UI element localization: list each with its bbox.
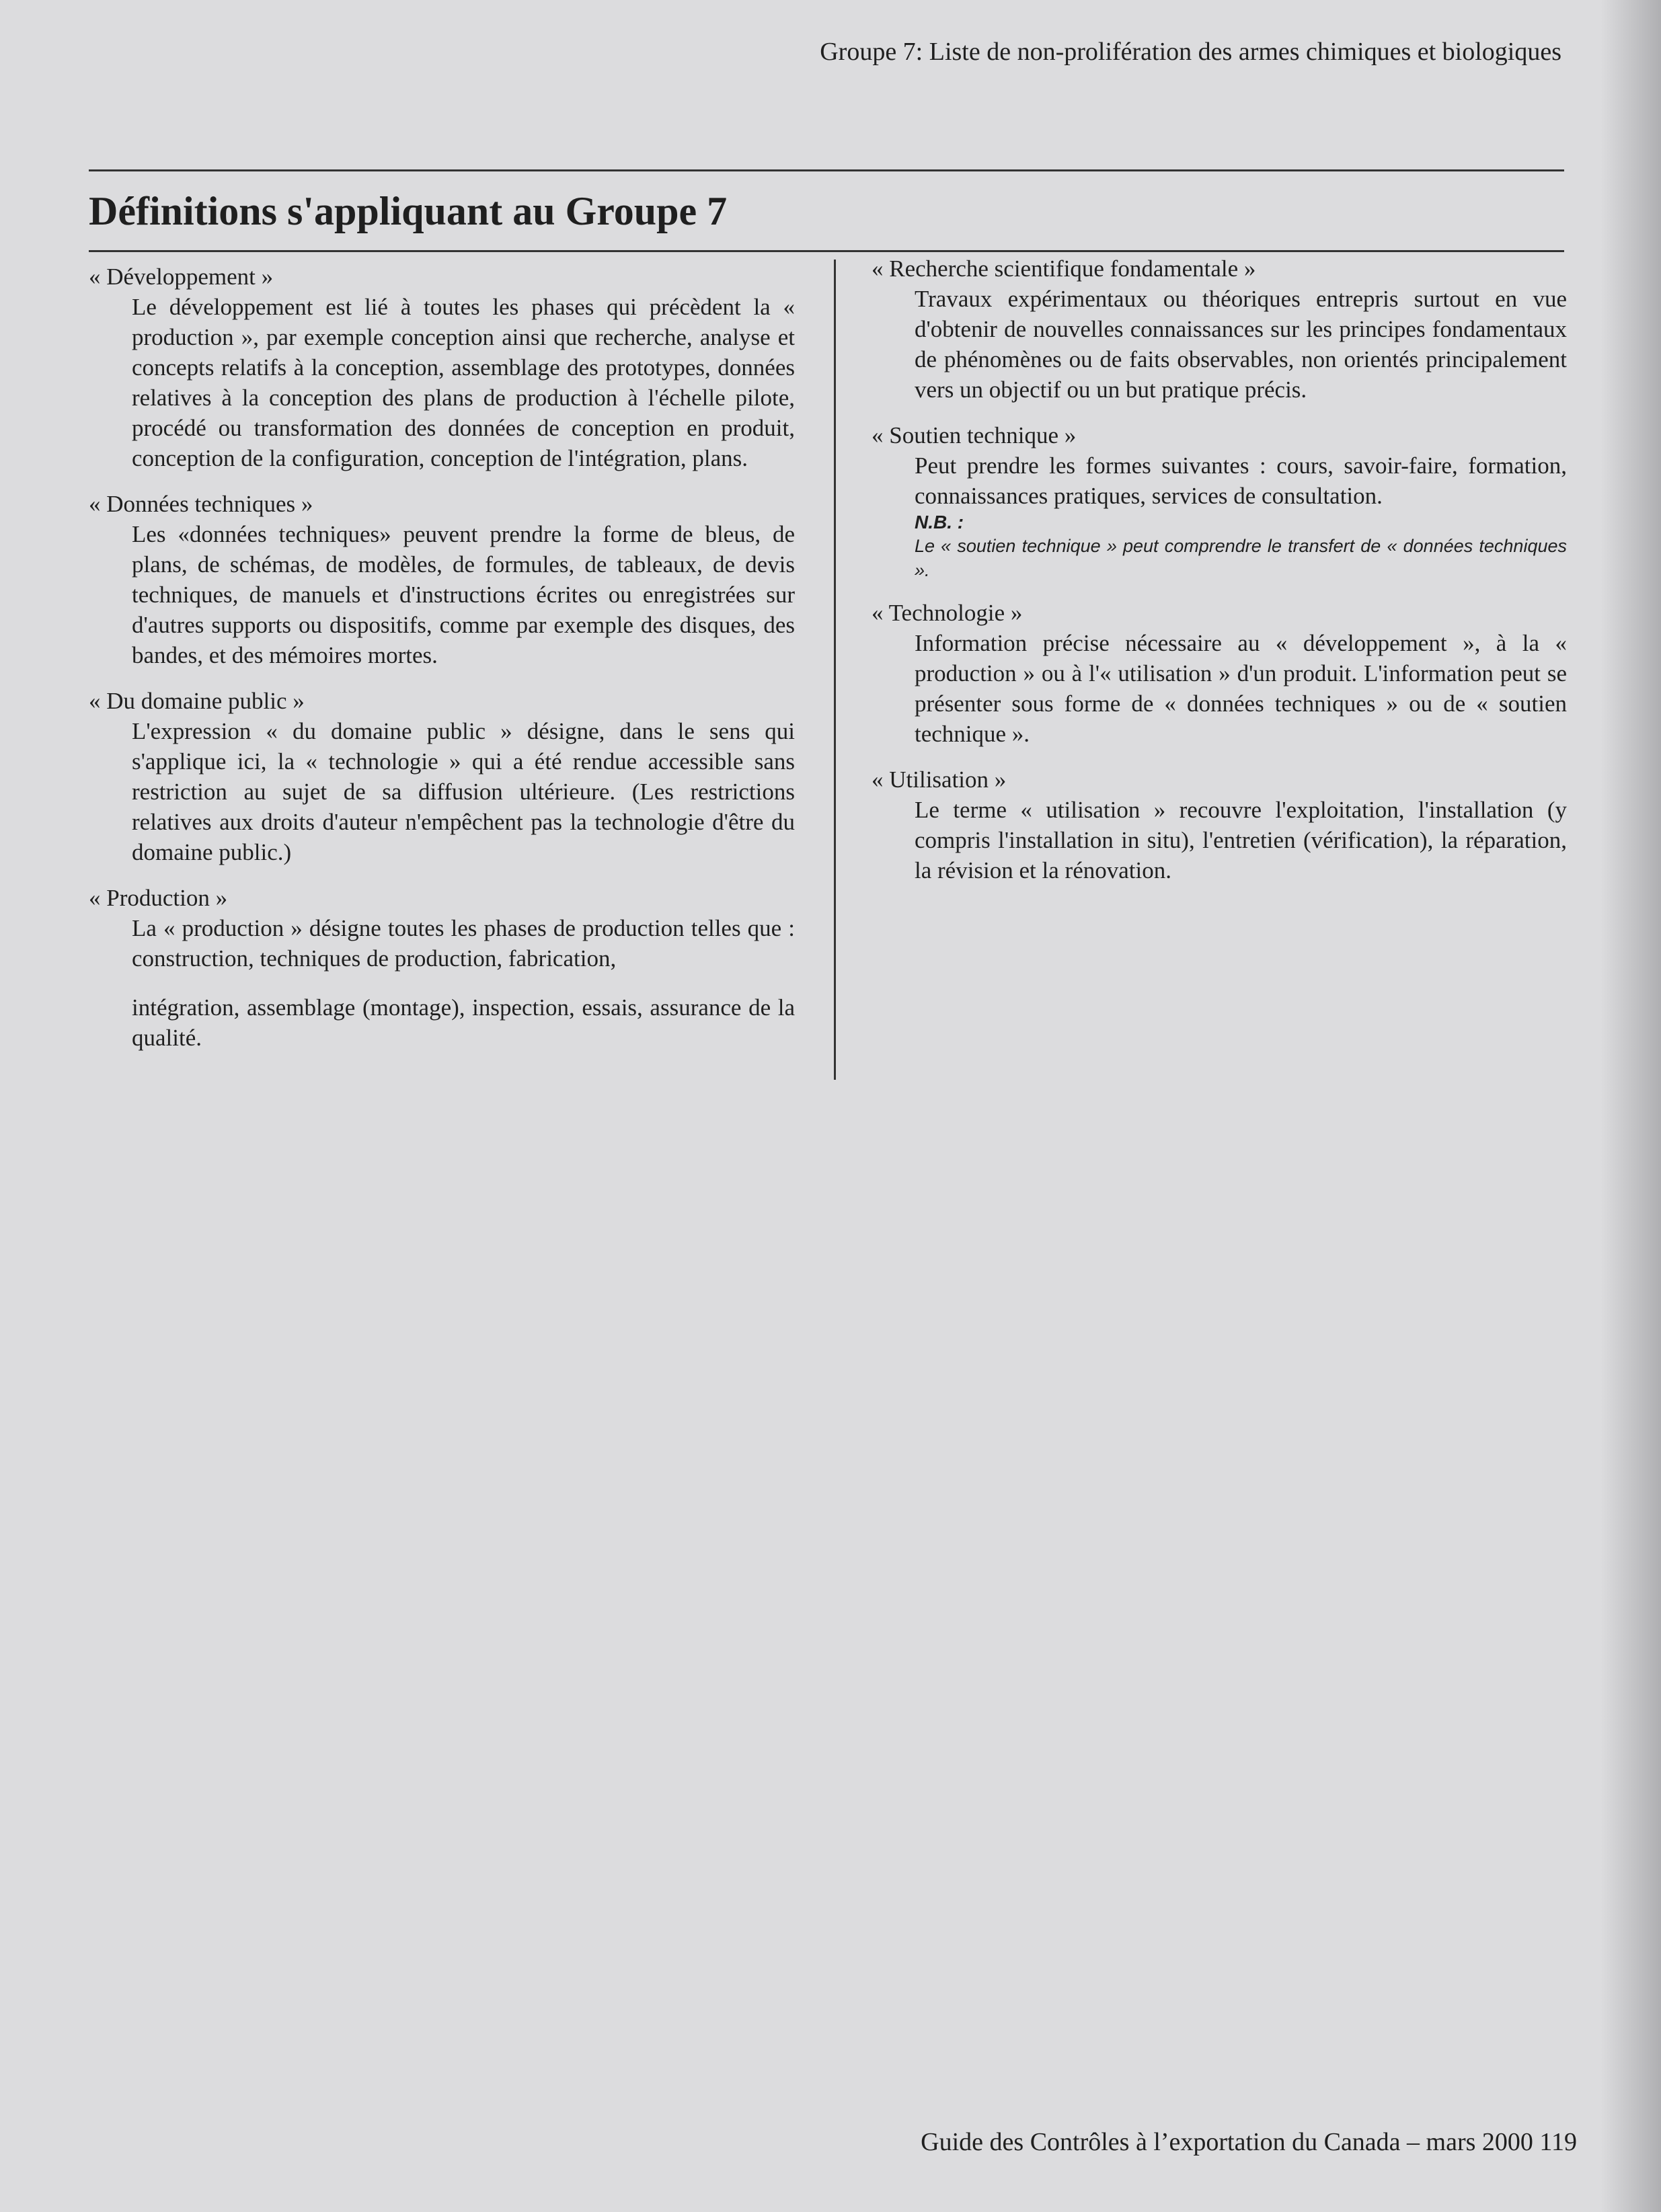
definition-donnees-techniques [89,489,795,670]
definition-developpement [89,262,795,473]
definition-text: La « production » désigne toutes les phases de production telles que : construction, techniques de production, fabrication, [132,915,795,972]
definition-domaine-public [89,686,795,867]
definition-term: « Du domaine public » [89,688,305,714]
definition-text: Le développement est lié à toutes les phases qui précèdent la « production », par exemple conception ainsi que recherche, analyse et concepts relatifs à la conception, assemblage des prototypes, données relatives à la conception des plans de production à l'échelle pilote, procédé ou transformation des données de conception en produit, conception de la configuration, conception de l'intégration, plans. [132,294,795,471]
definition-production [89,883,795,1053]
definition-text-continued: intégration, assemblage (montage), inspection, essais, assurance de la qualité. [132,994,795,1051]
definition-term: « Développement » [89,264,274,290]
left-column [89,262,795,1069]
definition-term: « Technologie » [872,600,1023,626]
section-title: Définitions s'appliquant au Groupe 7 [89,189,728,233]
definition-term: « Recherche scientifique fondamentale » [872,255,1256,282]
page-footer: Guide des Contrôles à l’exportation du Canada – mars 2000 119 [921,2128,1577,2156]
definition-term: « Production » [89,885,228,911]
definition-term: « Soutien technique » [872,422,1077,448]
definition-text: Peut prendre les formes suivantes : cours, savoir-faire, formation, connaissances pratiques, services de consultation. [915,452,1567,509]
header-rule [89,169,1564,171]
definition-recherche [872,254,1567,405]
definition-text: Information précise nécessaire au « développement », à la « production » ou à l'« utilisation » d'un produit. L'information peut se présenter sous forme de « données techniques » ou de « soutien technique ». [915,630,1567,747]
definition-utilisation [872,765,1567,885]
running-header: Groupe 7: Liste de non-prolifération des armes chimiques et biologiques [820,38,1561,66]
note-label: N.B. : [915,512,964,532]
definition-text: Le terme « utilisation » recouvre l'exploitation, l'installation (y compris l'installation in situ), l'entretien (vérification), la réparation, la révision et la rénovation. [915,797,1567,883]
right-column [872,254,1567,902]
spacer [89,974,795,992]
definition-term: « Données techniques » [89,491,313,517]
definition-text: L'expression « du domaine public » désigne, dans le sens qui s'applique ici, la « technologie » qui a été rendue accessible sans restriction au sujet de sa diffusion ultérieure. (Les restrictions relatives aux droits d'auteur n'empêchent pas la technologie d'être du domaine public.) [132,718,795,865]
note-text: Le « soutien technique » peut comprendre le transfert de « données techniques ». [915,536,1567,580]
definition-technologie [872,598,1567,749]
definition-soutien-technique [872,421,1567,582]
column-divider [834,260,836,1080]
page-edge-shadow [1600,0,1661,2212]
definition-text: Les «données techniques» peuvent prendre la forme de bleus, de plans, de schémas, de modèles, de formules, de tableaux, de devis techniques, de manuels et d'instructions écrites ou enregistrées sur d'autres supports ou dispositifs, comme par exemple des disques, des bandes, et des mémoires mortes. [132,521,795,668]
definition-text: Travaux expérimentaux ou théoriques entrepris surtout en vue d'obtenir de nouvelles connaissances sur les principes fondamentaux de phénomènes ou de faits observables, non orientés principalement vers un objectif ou un but pratique précis. [915,286,1567,403]
definition-term: « Utilisation » [872,766,1007,793]
title-rule [89,250,1564,252]
